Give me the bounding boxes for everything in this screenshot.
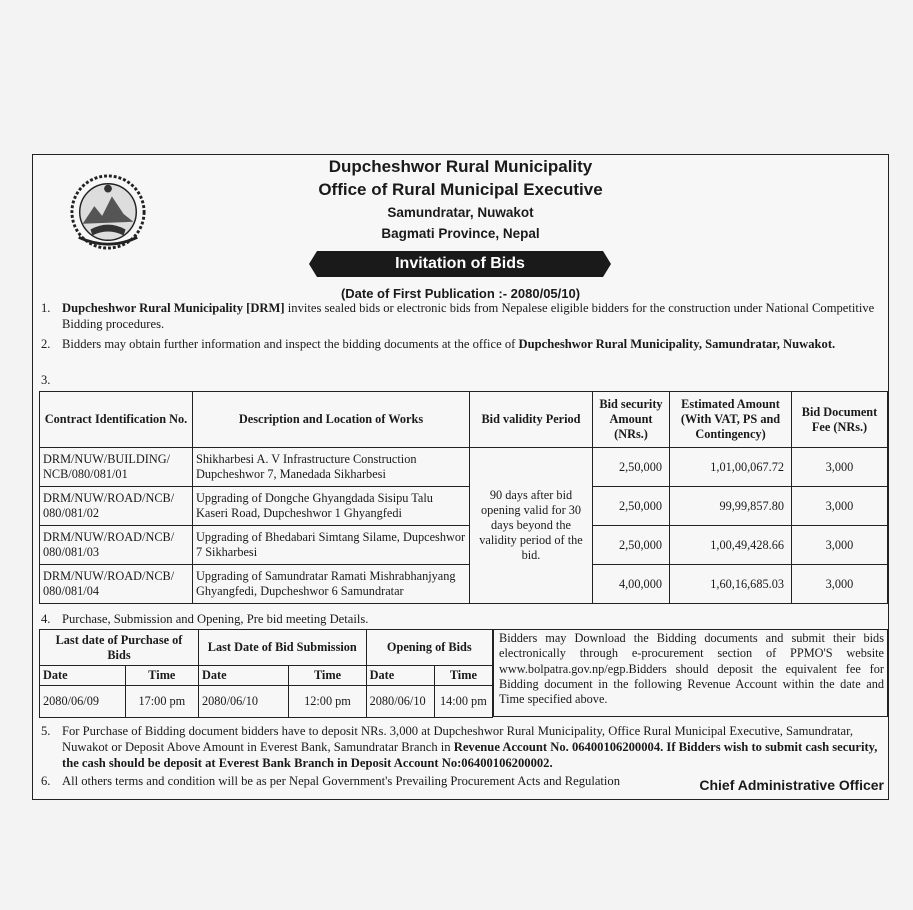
document-fee: 3,000 (792, 565, 888, 604)
time-label: Time (434, 666, 492, 686)
office-name: Office of Rural Municipal Executive (318, 180, 603, 199)
col-header-id: Contract Identification No. (40, 392, 193, 448)
municipality-name: Dupcheshwor Rural Municipality (328, 157, 593, 176)
signature-title: Chief Administrative Officer (699, 777, 884, 793)
table-row (40, 686, 493, 718)
bid-security: 2,50,000 (593, 448, 670, 487)
submission-date: 2080/06/10 (198, 686, 288, 718)
submission-header: Last Date of Bid Submission (198, 630, 366, 666)
purchase-date: 2080/06/09 (40, 686, 126, 718)
document-fee: 3,000 (792, 448, 888, 487)
date-label: Date (198, 666, 288, 686)
item-5-text: For Purchase of Bidding document bidders have to deposit NRs. 3,000 at Dupcheshwor Rural Municipality, Office Rural Municipal Executive, Samundratar, Nuwakot or Deposit Above Amount in Everest Bank, Samundratar Branch in (62, 724, 853, 754)
opening-time: 14:00 pm (434, 686, 492, 718)
time-label: Time (289, 666, 366, 686)
dates-table (39, 629, 493, 718)
col-header-security: Bid security Amount (NRs.) (593, 392, 670, 448)
item-4: Purchase, Submission and Opening, Pre bid meeting Details. (62, 612, 369, 626)
document-fee: 3,000 (792, 487, 888, 526)
purchase-header: Last date of Purchase of Bids (40, 630, 199, 666)
contract-id: DRM/NUW/ROAD/NCB/ 080/081/02 (40, 487, 193, 526)
opening-date: 2080/06/10 (366, 686, 434, 718)
download-note-border (493, 629, 888, 717)
col-header-description: Description and Location of Works (193, 392, 470, 448)
estimated-amount: 99,99,857.80 (670, 487, 792, 526)
bid-security: 4,00,000 (593, 565, 670, 604)
submission-time: 12:00 pm (289, 686, 366, 718)
item-2 (62, 336, 884, 352)
item-number: 1. (41, 301, 51, 315)
date-label: Date (366, 666, 434, 686)
table-row (40, 448, 888, 487)
item-5-bold: Revenue Account No. 06400106200004. If Bidders wish to submit cash security, the cash should be deposit at Everest Bank Branch in Deposit Account No:06400106200002. (62, 740, 878, 770)
download-note: Bidders may Download the Bidding documents and submit their bids electronically through e-procurement section of PPMO'S website www.bolpatra.gov.np/egp.Bidders should deposit the equivalent fee for Bidding document in the following Revenue Account within the date and Time specified above. (499, 631, 884, 707)
col-header-validity: Bid validity Period (470, 392, 593, 448)
province: Bagmati Province, Nepal (381, 226, 540, 241)
work-description: Upgrading of Dongche Ghyangdada Sisipu Talu Kaseri Road, Dupcheshwor 1 Ghyangfedi (193, 487, 470, 526)
item-number: 4. (41, 612, 51, 626)
item-2-bold: Dupcheshwor Rural Municipality, Samundratar, Nuwakot. (518, 337, 836, 351)
item-number: 5. (41, 724, 51, 738)
office-address: Samundratar, Nuwakot (387, 205, 534, 220)
work-description: Upgrading of Samundratar Ramati Mishrabhanjyang Ghyangfedi, Dupcheshwor 6 Samundratar (193, 565, 470, 604)
table-row (40, 487, 888, 526)
item-1 (62, 300, 884, 332)
estimated-amount: 1,00,49,428.66 (670, 526, 792, 565)
bid-security: 2,50,000 (593, 526, 670, 565)
bid-notice (32, 154, 889, 800)
estimated-amount: 1,60,16,685.03 (670, 565, 792, 604)
item-2-text: Bidders may obtain further information and inspect the bidding documents at the office of (62, 337, 519, 351)
banner-title: Invitation of Bids (395, 255, 525, 272)
works-table (39, 391, 888, 604)
date-label: Date (40, 666, 126, 686)
table-row (40, 526, 888, 565)
item-1-text: invites sealed bids or electronic bids from Nepalese eligible bidders for the construction under National Competitive Bidding procedures. (62, 301, 875, 331)
time-label: Time (125, 666, 198, 686)
work-description: Shikharbesi A. V Infrastructure Construction Dupcheshwor 7, Manedada Sikharbesi (193, 448, 470, 487)
work-description: Upgrading of Bhedabari Simtang Silame, Dupceshwor 7 Sikharbesi (193, 526, 470, 565)
publication-date: (Date of First Publication :- 2080/05/10) (340, 286, 581, 301)
bid-security: 2,50,000 (593, 487, 670, 526)
purchase-time: 17:00 pm (125, 686, 198, 718)
col-header-fee: Bid Document Fee (NRs.) (792, 392, 888, 448)
document-fee: 3,000 (792, 526, 888, 565)
col-header-estimate: Estimated Amount (With VAT, PS and Contingency) (670, 392, 792, 448)
item-number: 6. (41, 774, 51, 788)
contract-id: DRM/NUW/ROAD/NCB/ 080/081/04 (40, 565, 193, 604)
item-5 (62, 723, 884, 771)
contract-id: DRM/NUW/ROAD/NCB/ 080/081/03 (40, 526, 193, 565)
item-number: 3. (41, 373, 51, 387)
bid-validity: 90 days after bid opening valid for 30 days beyond the validity period of the bid. (470, 448, 593, 604)
item-6: All others terms and condition will be as per Nepal Government's Prevailing Procurement Acts and Regulation (62, 774, 621, 788)
contract-id: DRM/NUW/BUILDING/ NCB/080/081/01 (40, 448, 193, 487)
item-number: 2. (41, 337, 51, 351)
table-row (40, 565, 888, 604)
opening-header: Opening of Bids (366, 630, 492, 666)
item-1-bold: Dupcheshwor Rural Municipality [DRM] (62, 301, 285, 315)
estimated-amount: 1,01,00,067.72 (670, 448, 792, 487)
